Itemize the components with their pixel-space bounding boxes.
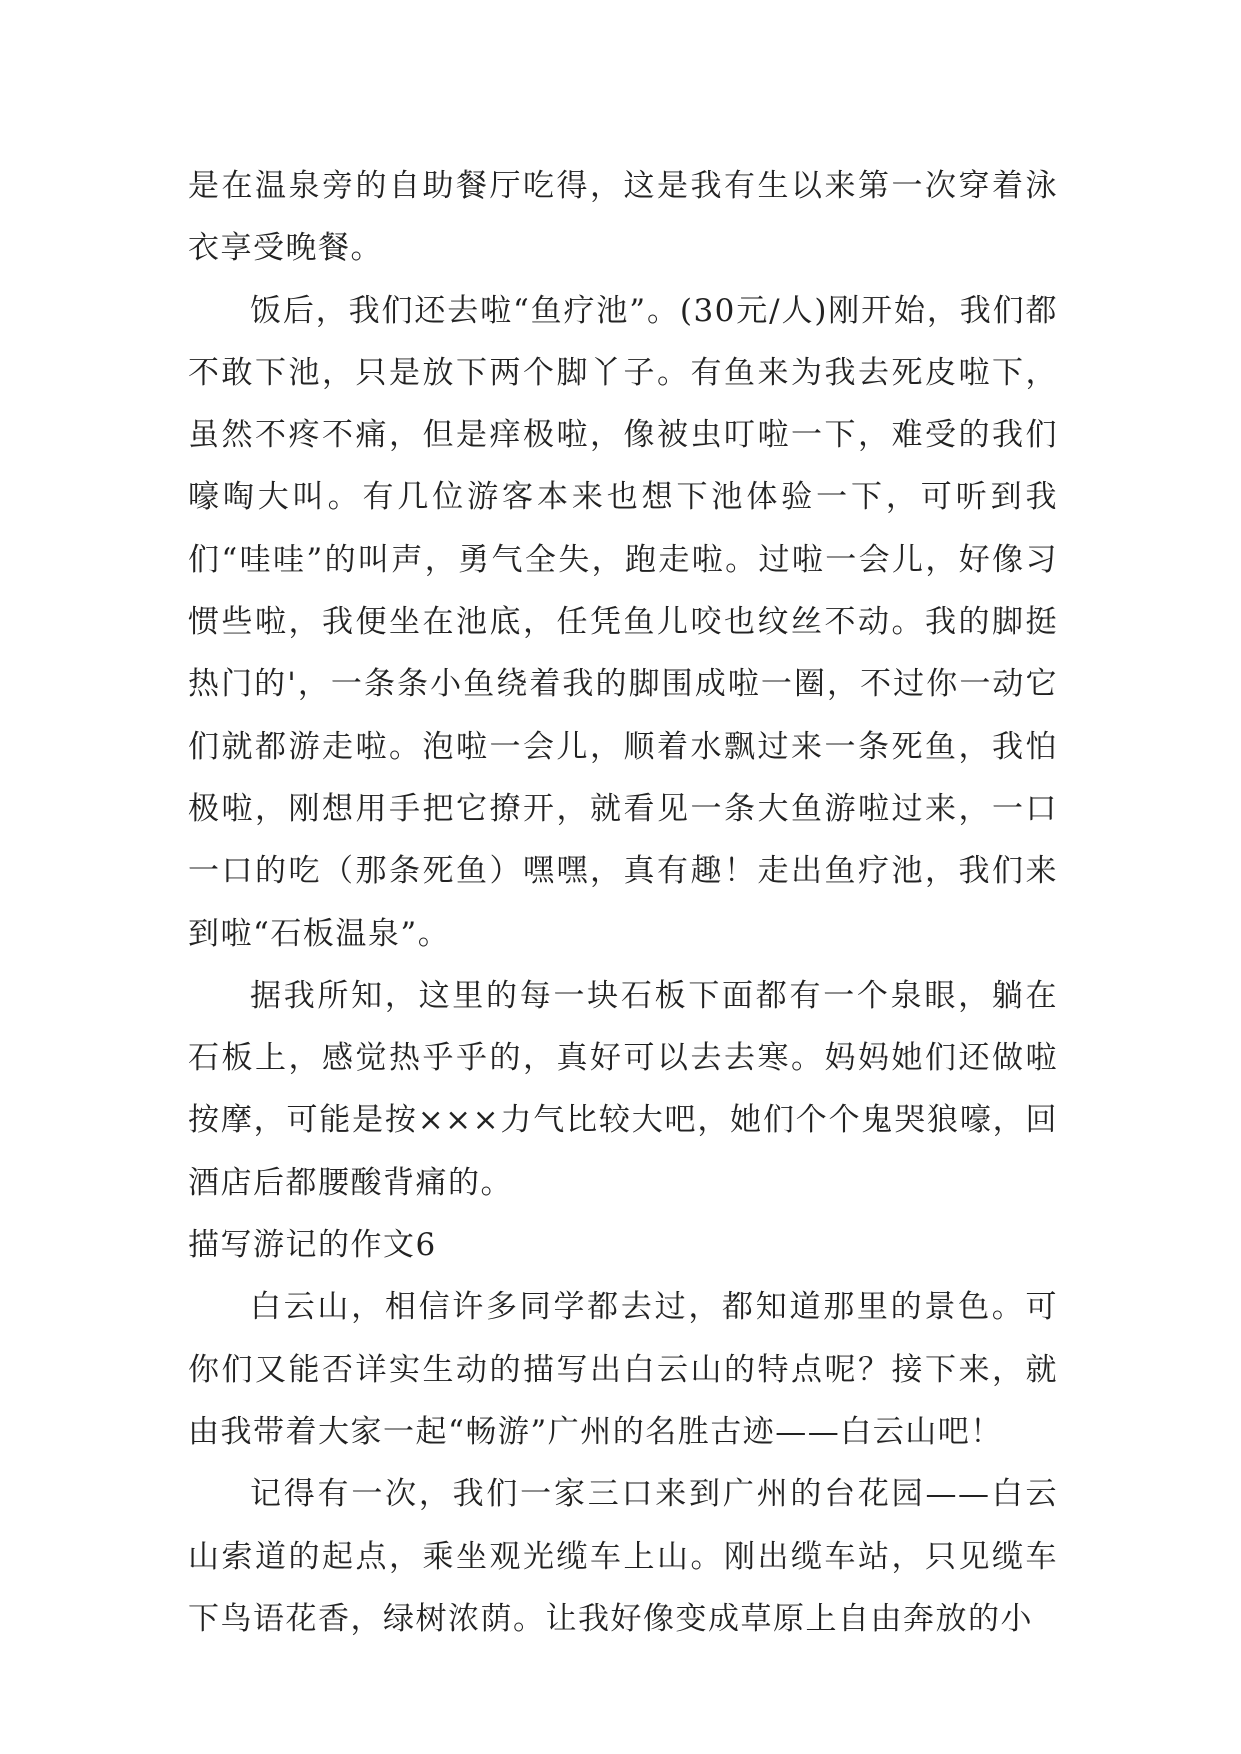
- paragraph-baiyun-intro: 白云山，相信许多同学都去过，都知道那里的景色。可你们又能否详实生动的描写出白云山的特点呢？接下来，就由我带着大家一起“畅游”广州的名胜古迹——白云山吧！: [188, 1289, 1058, 1450]
- paragraph-stone-spring: 据我所知，这里的每一块石板下面都有一个泉眼，躺在石板上，感觉热乎乎的，真好可以去去寒。妈妈她们还做啦按摩，可能是按×××力气比较大吧，她们个个鬼哭狼嚎，回酒店后都腰酸背痛的。: [188, 977, 1058, 1201]
- section-title: 描写游记的作文6: [188, 1227, 437, 1264]
- paragraph-dinner: 是在温泉旁的自助餐厅吃得，这是我有生以来第一次穿着泳衣享受晚餐。: [188, 168, 1058, 267]
- paragraph-fish-pool: 饭后，我们还去啦“鱼疗池”。(30元/人)刚开始，我们都不敢下池，只是放下两个脚丫子。有鱼来为我去死皮啦下，虽然不疼不痛，但是痒极啦，像被虫叮啦一下，难受的我们嚎啕大叫。有几位游客本来也想下池体验一下，可听到我们“哇哇”的叫声，勇气全失，跑走啦。过啦一会儿，好像习惯些啦，我便坐在池底，任凭鱼儿咬也纹丝不动。我的脚挺热门的'，一条条小鱼绕着我的脚围成啦一圈，不过你一动它们就都游走啦。泡啦一会儿，顺着水飘过来一条死鱼，我怕极啦，刚想用手把它撩开，就看见一条大鱼游啦过来，一口一口的吃（那条死鱼）嘿嘿，真有趣！走出鱼疗池，我们来到啦“石板温泉”。: [188, 292, 1058, 952]
- document-body: [188, 155, 1058, 1650]
- paragraph-cable-car: 记得有一次，我们一家三口来到广州的台花园——白云山索道的起点，乘坐观光缆车上山。刚出缆车站，只见缆车下鸟语花香，绿树浓荫。让我好像变成草原上自由奔放的小: [188, 1476, 1058, 1637]
